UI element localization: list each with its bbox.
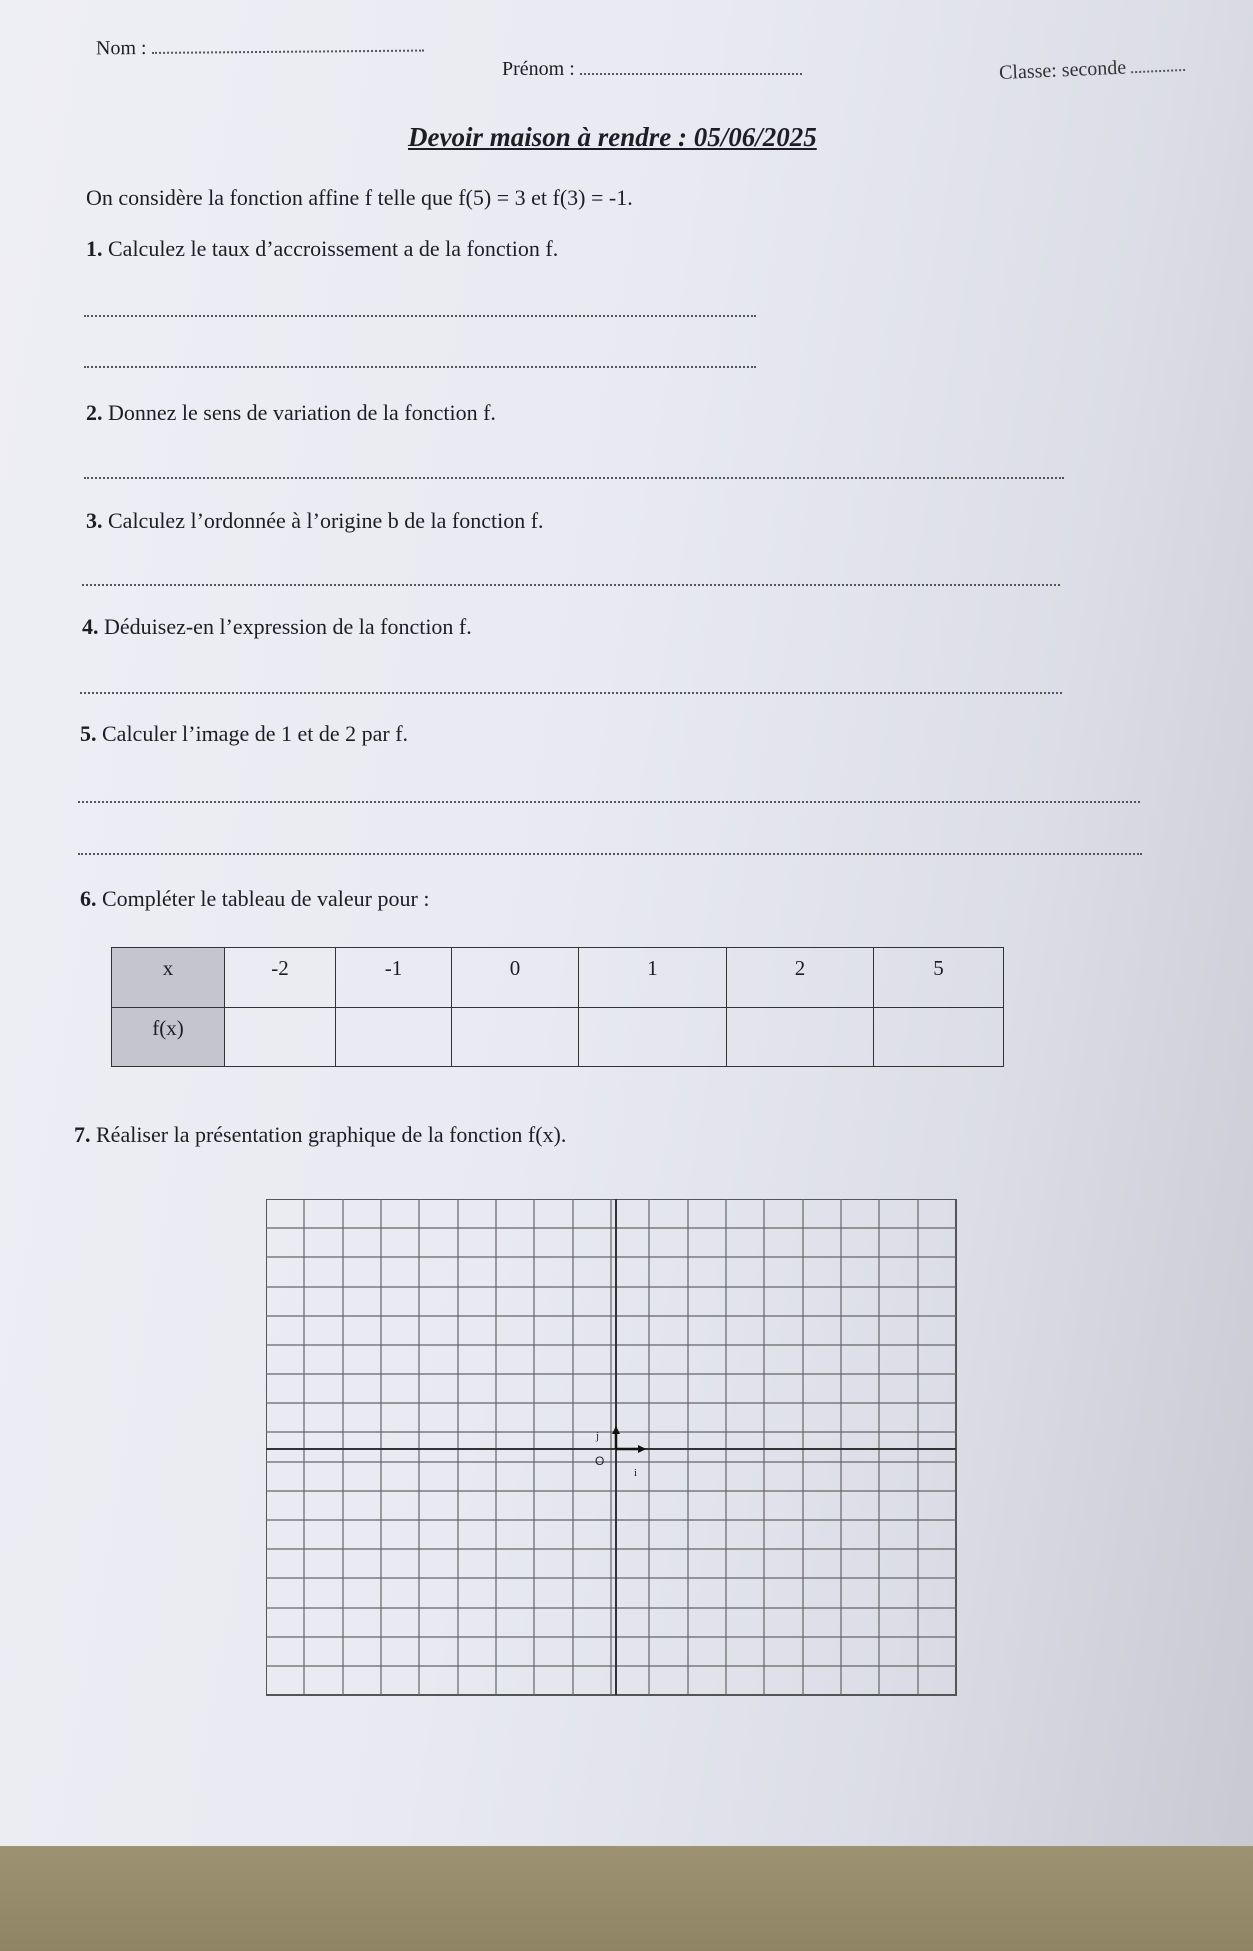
table-x-cell: -1 (336, 948, 452, 1008)
question-7-number: 7. (74, 1122, 91, 1147)
unit-vector-j-arrowhead (612, 1426, 620, 1434)
question-4 (82, 614, 472, 640)
question-4-number: 4. (82, 614, 99, 639)
i-label: i (634, 1467, 638, 1479)
nom-label: Nom : (95, 36, 147, 60)
prenom-label: Prénom : (502, 58, 575, 80)
question-3-number: 3. (86, 508, 103, 533)
nom-field (96, 35, 424, 61)
question-5-number: 5. (80, 721, 97, 746)
answer-line-2[interactable] (84, 477, 1064, 479)
origin-label: O (595, 1454, 605, 1468)
table-x-cell: 2 (727, 948, 874, 1008)
answer-line-3[interactable] (82, 584, 1060, 586)
table-x-cell: 1 (579, 948, 727, 1008)
prenom-field (502, 58, 802, 81)
question-3-text: Calculez l’ordonnée à l’origine b de la fonction f. (108, 508, 544, 533)
classe-label: Classe: seconde (998, 56, 1127, 85)
table-x-cell: 5 (874, 948, 1004, 1008)
question-1 (86, 236, 558, 262)
question-2-number: 2. (86, 400, 103, 425)
table-fx-cell[interactable] (225, 1007, 336, 1067)
question-4-text: Déduisez-en l’expression de la fonction f. (104, 614, 472, 639)
question-2-text: Donnez le sens de variation de la fonction f. (108, 400, 496, 425)
classe-blank[interactable] (1131, 55, 1186, 73)
answer-line-4[interactable] (80, 692, 1062, 694)
unit-vector-i-arrowhead (638, 1445, 646, 1453)
answer-line-1b[interactable] (84, 366, 756, 368)
table-row-fx (112, 1007, 1004, 1067)
table-header-fx: f(x) (112, 1007, 225, 1067)
value-table (111, 947, 1004, 1067)
table-fx-cell[interactable] (727, 1007, 874, 1067)
table-fx-cell[interactable] (336, 1007, 452, 1067)
table-x-cell: 0 (452, 948, 579, 1008)
prenom-blank[interactable] (580, 59, 802, 75)
answer-line-5b[interactable] (78, 853, 1142, 855)
table-fx-cell[interactable] (874, 1007, 1004, 1067)
question-6 (80, 886, 429, 912)
intro-text: On considère la fonction affine f telle que f(5) = 3 et f(3) = -1. (86, 185, 633, 210)
graph-grid[interactable] (266, 1199, 958, 1697)
question-5-text: Calculer l’image de 1 et de 2 par f. (102, 721, 409, 746)
question-5 (80, 721, 408, 747)
question-7 (74, 1122, 566, 1148)
table-surface (0, 1846, 1253, 1951)
question-6-text: Compléter le tableau de valeur pour : (102, 886, 430, 911)
table-fx-cell[interactable] (579, 1007, 727, 1067)
table-x-cell: -2 (225, 948, 336, 1008)
question-1-number: 1. (86, 236, 103, 261)
table-fx-cell[interactable] (452, 1007, 579, 1067)
page-title: Devoir maison à rendre : 05/06/2025 (408, 122, 817, 152)
answer-line-1a[interactable] (84, 315, 756, 317)
answer-line-5a[interactable] (78, 801, 1140, 803)
j-label: j (596, 1430, 600, 1442)
question-1-text: Calculez le taux d’accroissement a de la fonction f. (108, 236, 559, 261)
grid-vertical-lines (304, 1199, 918, 1695)
nom-blank[interactable] (151, 36, 423, 54)
question-7-text: Réaliser la présentation graphique de la fonction f(x). (96, 1122, 567, 1147)
table-header-x: x (112, 948, 225, 1008)
question-2 (86, 400, 496, 426)
question-3 (86, 508, 544, 534)
table-row-x (112, 948, 1004, 1008)
question-6-number: 6. (80, 886, 97, 911)
